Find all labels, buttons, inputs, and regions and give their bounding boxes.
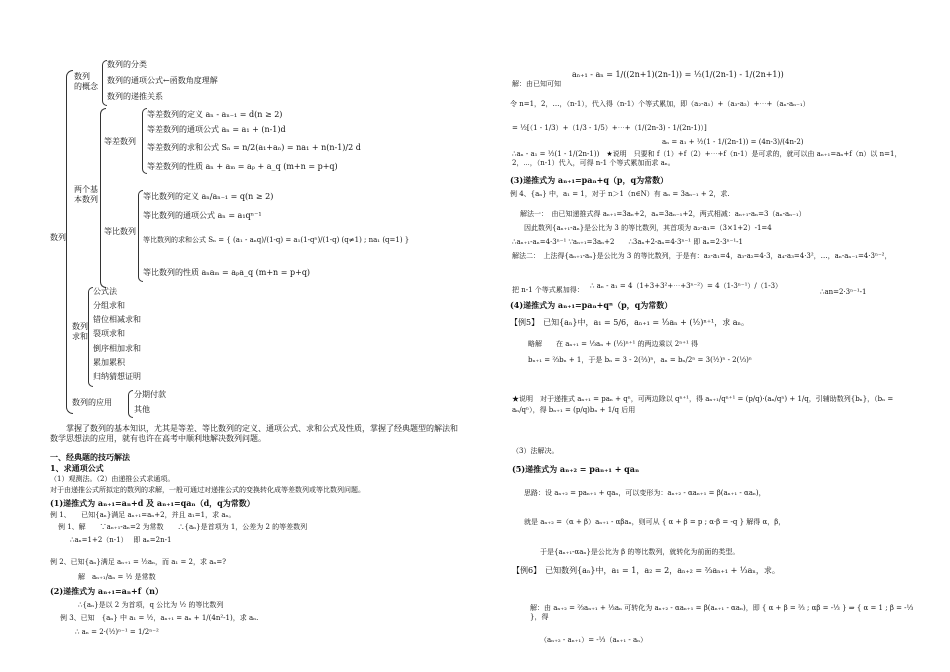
subsection-heading: 1、求通项公式	[50, 463, 104, 473]
sum-item: 倒序相加求和	[93, 344, 141, 353]
topic-heading: (4)递推式为 aₙ₊₁=paₙ+qⁿ（p，q为常数）	[510, 300, 673, 310]
text-line: 因此数列{aₙ₊₁-aₙ}是公比为 3 的等比数列，其首项为 a₂-a₁=（3×1+2）-1=4	[524, 224, 772, 232]
concept-item: 数列的通项公式←函数角度理解	[107, 76, 218, 85]
formula: ∴an=2·3ⁿ⁻¹-1	[820, 288, 867, 296]
sum-item: 归纳猜想证明	[93, 372, 141, 381]
text-line: ∴{aₙ}是以 2 为首项，q 公比为 ½ 的等比数列	[78, 601, 224, 609]
text-line: 就是 aₙ₊₂ =（α + β）aₙ₊₁ - αβaₙ，则可从 { α + β = p ; α·β = -q } 解得 α，β，	[524, 518, 786, 526]
text-line: 解法二： 上法得{aₙ₊₁-aₙ}是公比为 3 的等比数列，于是有：a₂-a₁=4，a₃-a₂=4·3，a₄-a₃=4·3²，…，aₙ-aₙ₋₁=4·3ⁿ⁻²，	[512, 252, 892, 260]
text-line: 于是{aₙ₊₁-αaₙ}是公比为 β 的等比数列，就转化为前面的类型。	[540, 548, 740, 556]
text-line: 解：由 aₙ₊₂ = ⅔aₙ₊₁ + ⅓aₙ 可转化为 aₙ₊₂ - αaₙ₊₁ = β(aₙ₊₁ - αaₙ)，即 { α + β = ⅔ ; αβ = -⅓ } ⇒ { α = 1 ; β = -⅓ }，得	[530, 604, 914, 621]
arith-item: 等差数列的性质 aₙ + aₘ = aₚ + a_q (m+n = p+q)	[147, 162, 338, 171]
geo-item: 等比数列的求和公式 Sₙ = { (a₁ - aₙq)/(1-q) = a₁(1-qⁿ)/(1-q) (q≠1) ; na₁ (q=1) }	[143, 236, 410, 244]
app-brace	[128, 390, 133, 418]
text-line: ∴aₙ₊₁-aₙ=4·3ⁿ⁻¹ ∵aₙ₊₁=3aₙ+2 ∴3aₙ+2-aₙ=4·3ⁿ⁻¹ 即 aₙ=2·3ⁿ⁻¹-1	[512, 238, 743, 246]
section-heading: 一、经典题的技巧解法	[50, 452, 130, 462]
app-item: 其他	[134, 405, 150, 414]
geo-label: 等比数列	[104, 227, 136, 236]
text-line: 例 3、已知 {aₙ} 中 a₁ = ½，aₙ₊₁ = aₙ + 1/(4n²-1)，求 aₙ.	[60, 614, 259, 622]
topic-heading: (5)递推式为 aₙ₊₂ = paₙ₊₁ + qaₙ	[512, 464, 640, 474]
text-line: 例 2、已知{aₙ}满足 aₙ₊₁ = ½aₙ，而 a₁ = 2，求 aₙ=?	[50, 558, 227, 566]
text-line: 略解 在 aₙ₊₁ = ⅓aₙ + (½)ⁿ⁺¹ 的两边乘以 2ⁿ⁺¹ 得	[528, 340, 698, 348]
example-heading: 【例6】 已知数列{aₙ}中，a₁ = 1，a₂ = 2，aₙ₊₂ = ⅔aₙ₊₁ + ⅓aₙ，求。	[512, 566, 780, 575]
example-heading: 【例5】 已知{aₙ}中，a₁ = 5/6，aₙ₊₁ = ⅓aₙ + (½)ⁿ⁺¹，求 aₙ。	[510, 318, 750, 327]
tree-branch-concept: 数列 的概念	[74, 72, 98, 91]
geo-item: 等比数列的通项公式 aₙ = a₁qⁿ⁻¹	[143, 211, 262, 220]
text-line: 解 aₙ₊₁/aₙ = ½ 是常数	[78, 573, 156, 581]
tree-branch-app: 数列的应用	[72, 398, 112, 407]
intro-paragraph: 掌握了数列的基本知识，尤其是等差、等比数列的定义、通项公式、求和公式及性质，掌握了经典题型的解法和数学思想法的应用，就有也许在高考中顺利地解决数列问题。	[50, 424, 458, 443]
text-line: 解：由已知可知	[512, 80, 561, 88]
sum-item: 累加累积	[93, 358, 125, 367]
geo-item: 等比数列的性质 aₙaₘ = aₚa_q (m+n = p+q)	[143, 268, 311, 277]
arith-item: 等差数列的通项公式 aₙ = a₁ + (n-1)d	[147, 125, 286, 134]
text-line: 解法一： 由已知递推式得 aₙ₊₁=3aₙ+2，aₙ=3aₙ₋₁+2，两式相减：aₙ₊₁-aₙ=3（aₙ-aₙ₋₁）	[520, 210, 806, 218]
arith-item: 等差数列的定义 aₙ - aₙ₋₁ = d(n ≥ 2)	[147, 110, 283, 119]
text-line: ∴ aₙ = 2·(½)ⁿ⁻¹ = 1/2ⁿ⁻²	[75, 628, 159, 636]
basic-brace	[100, 108, 106, 288]
topic-heading: (1)递推式为 aₙ₊₁=aₙ+d 及 aₙ₊₁=qaₙ（d，q为常数）	[50, 498, 255, 508]
tree-branch-sum: 数列 求和	[72, 322, 88, 341]
tree-root-label: 数列	[50, 233, 66, 242]
text-line: 思路：设 aₙ₊₂ = paₙ₊₁ + qaₙ，可以变形为：aₙ₊₂ - αaₙ₊₁ = β(aₙ₊₁ - αaₙ)，	[524, 489, 766, 497]
concept-item: 数列的递推关系	[107, 92, 163, 101]
sum-item: 公式法	[93, 287, 117, 296]
formula: aₙ = a₁ + ½(1 - 1/(2n-1)) = (4n-3)/(4n-2)	[662, 138, 804, 146]
formula: aₙ₊₁ - aₙ = 1/((2n+1)(2n-1)) = ½(1/(2n-1) - 1/(2n+1))	[572, 70, 784, 79]
text-line: ∴aₙ - a₁ = ½(1 - 1/(2n-1)) ★说明 只要和 f（1）+f（2）+⋯+f（n-1）是可求的，就可以由 aₙ₊₁=aₙ+f（n）以 n=1，2，⋯，（n-1）代入，可得 n-1 个等式累加而求 aₙ。	[512, 150, 902, 167]
sum-item: 裂项求和	[93, 329, 125, 338]
formula: （aₙ₊₂ - aₙ₊₁）= -⅓（aₙ₊₁ - aₙ）	[540, 636, 648, 644]
text-line: （3）法解决。	[512, 447, 559, 455]
geo-item: 等比数列的定义 aₙ/aₙ₋₁ = q(n ≥ 2)	[143, 192, 274, 201]
tree-branch-basic: 两个基 本数列	[74, 185, 98, 204]
tree-root-brace	[66, 70, 73, 414]
sum-item: 错位相减求和	[93, 315, 141, 324]
text-line: ∴aₙ=1+2（n-1） 即 aₙ=2n-1	[70, 536, 172, 544]
concept-item: 数列的分类	[107, 60, 147, 69]
formula: ∴ aₙ - a₁ = 4（1+3+3²+⋯+3ⁿ⁻²）= 4（1-3ⁿ⁻¹）/（1-3）	[590, 282, 783, 290]
text-line: 把 n-1 个等式累加得：	[512, 286, 584, 294]
topic-heading: (2)递推式为 aₙ₊₁=aₙ+f（n）	[50, 586, 163, 596]
sum-item: 分组求和	[93, 301, 125, 310]
formula: = ½[（1 - 1/3）+（1/3 - 1/5）+⋯+（1/(2n-3) - 1/(2n-1)）]	[512, 124, 707, 132]
text-line: 例 1、 已知{aₙ}满足 aₙ₊₁=aₙ+2，并且 a₁=1，求 aₙ。	[50, 511, 236, 519]
arith-item: 等差数列的求和公式 Sₙ = n/2(a₁+aₙ) = na₁ + n(n-1)/2 d	[147, 143, 361, 152]
topic-heading: (3)递推式为 aₙ₊₁=paₙ+q（p，q为常数）	[510, 175, 669, 185]
text-line: 令 n=1，2，…，（n-1），代入得（n-1）个等式累加，即（a₂-a₁）+（a₃-a₂）+⋯+（aₙ-aₙ₋₁）	[510, 100, 810, 108]
text-line: 例 4、{aₙ} 中，a₁ = 1，对于 n＞1（n∈N）有 aₙ = 3aₙ₋₁ + 2，求.	[510, 190, 730, 198]
text-line: ★说明 对于递推式 aₙ₊₁ = paₙ + qⁿ，可两边除以 qⁿ⁺¹，得 aₙ₊₁/qⁿ⁺¹ = (p/q)·(aₙ/qⁿ) + 1/q，引辅助数列{bₙ}，（bₙ = aₙ/qⁿ），得 bₙ₊₁ = (p/q)bₙ + 1/q 后用	[512, 395, 894, 415]
app-item: 分期付款	[134, 390, 166, 399]
text-line: 例 1、解 ∵aₙ₊₁-aₙ=2 为常数 ∴{aₙ}是首项为 1，公差为 2 的等差数列	[58, 523, 308, 531]
arith-label: 等差数列	[104, 137, 136, 146]
text-line: 对于由递推公式所拟定的数列的求解，一般可通过对递推公式的变换转化成等差数列或等比数列问题。	[50, 486, 365, 494]
formula: bₙ₊₁ = ⅔bₙ + 1，于是 bₙ = 3 - 2(⅔)ⁿ，aₙ = bₙ/2ⁿ = 3(½)ⁿ - 2(⅓)ⁿ	[528, 356, 752, 364]
text-line: （1）观测法。（2）由递推公式求通项。	[50, 475, 175, 483]
